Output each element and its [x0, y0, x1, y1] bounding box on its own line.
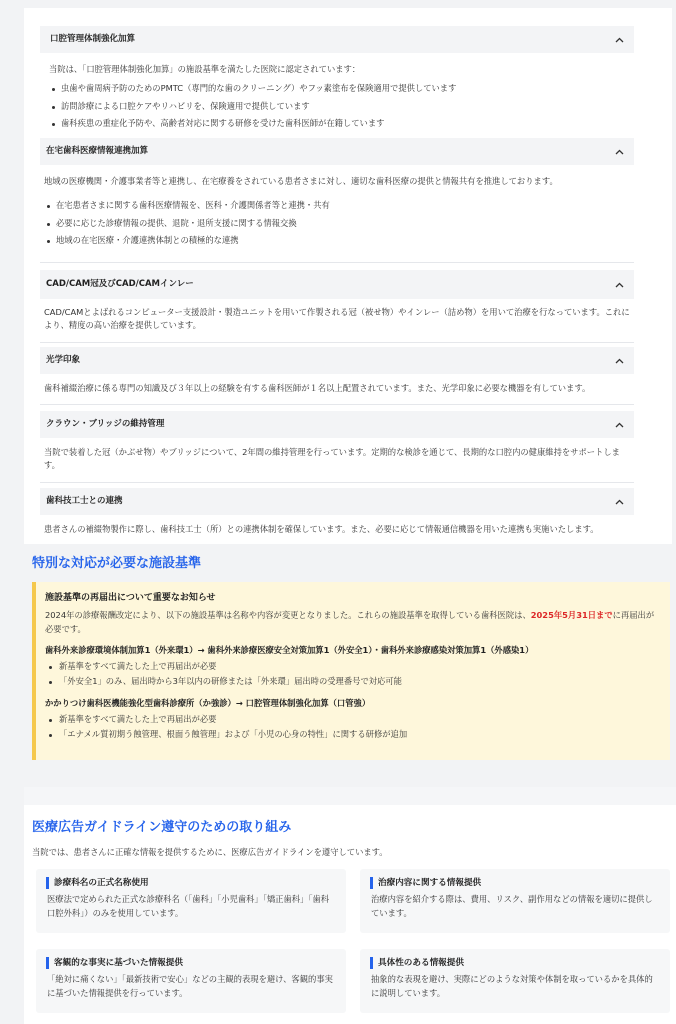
section-title-special: 特別な対応が必要な施設基準 — [32, 556, 202, 571]
notice-group-title: 歯科外来診療環境体制加算1（外来環1）→ 歯科外来診療医療安全対策加算1（外安全1）・歯科外来診療感染対策加算1（外感染1） — [45, 644, 534, 655]
notice-deadline: 2025年5月31日まで — [530, 610, 613, 621]
accordion-body — [40, 299, 634, 333]
guideline-card-text: 「絶対に痛くない」「最新技術で安心」などの主観的表現を避け、客観的事実に基づいた情報提供を行っています。 — [47, 974, 333, 998]
guideline-card-text: 医療法で定められた正式な診療科名（「歯科」「小児歯科」「矯正歯科」「歯科口腔外科」）のみを使用しています。 — [47, 894, 330, 918]
accordion-home-care-info — [40, 138, 634, 251]
guideline-card-text: 治療内容を紹介する際は、費用、リスク、副作用などの情報を適切に提供しています。 — [371, 894, 653, 918]
guideline-card-title: 客観的な事実に基づいた情報提供 — [46, 957, 336, 969]
accordion-list — [44, 199, 630, 247]
divider — [40, 342, 634, 343]
guideline-card-title: 具体性のある情報提供 — [370, 957, 660, 969]
accordion-list — [49, 82, 630, 130]
list-item: 必要に応じた診療情報の提供、退院・退所支援に関する情報交換 — [44, 217, 630, 230]
chevron-up-icon[interactable] — [612, 495, 626, 509]
guideline-card-treatment-info — [360, 869, 670, 933]
notice-group-list — [45, 660, 660, 689]
accordion-header[interactable] — [40, 26, 634, 53]
guideline-card-text: 抽象的な表現を避け、実際にどのような対策や体制を取っているかを具体的に説明しています。 — [371, 974, 653, 998]
accordion-title: クラウン・ブリッジの維持管理 — [46, 418, 165, 429]
reapplication-notice — [32, 582, 670, 760]
accordion-text: 歯科補綴治療に係る専門の知識及び３年以上の経験を有する歯科医師が１名以上配置されています。また、光学印象に必要な機器を有しています。 — [44, 383, 591, 393]
list-item: 新基準をすべて満たした上で再届出が必要 — [45, 660, 660, 673]
list-item: 地域の在宅医療・介護連携体制との積極的な連携 — [44, 234, 630, 247]
accordion-crown-bridge — [40, 411, 634, 479]
guideline-card-department-names — [36, 869, 346, 933]
guideline-intro: 当院では、患者さんに正確な情報を提供するために、医療広告ガイドラインを遵守しています。 — [32, 847, 388, 857]
accordion-title: 歯科技工士との連携 — [46, 495, 123, 506]
accordion-text: 地域の医療機関・介護事業者等と連携し、在宅療養をされている患者さまに対し、適切な歯科医療の提供と情報共有を推進しております。 — [44, 176, 558, 186]
notice-text — [45, 609, 660, 636]
accordion-text: 患者さんの補綴物製作に際し、歯科技工士（所）との連携体制を確保しています。また、必要に応じて情報通信機器を用いた連携も実施いたします。 — [44, 524, 599, 534]
notice-group-list — [45, 713, 660, 742]
accordion-title: 光学印象 — [46, 354, 81, 365]
list-item: 虫歯や歯周病予防のためのPMTC（専門的な歯のクリーニング）やフッ素塗布を保険適用で提供しています — [49, 82, 630, 95]
accordion-body — [40, 53, 634, 130]
accordion-body — [40, 515, 634, 536]
section-title-guideline: 医療広告ガイドライン遵守のための取り組み — [32, 820, 292, 835]
guideline-card-objective-facts — [36, 949, 346, 1013]
guideline-card-title: 診療科名の正式名称使用 — [46, 877, 336, 889]
accordion-oral-management — [40, 26, 634, 134]
chevron-up-icon[interactable] — [612, 278, 626, 292]
accordion-body — [40, 438, 634, 473]
accordion-header[interactable] — [40, 138, 634, 165]
accordion-optical-impression — [40, 347, 634, 401]
list-item: 在宅患者さまに関する歯科医療情報を、医科・介護関係者等と連携・共有 — [44, 199, 630, 212]
notice-text-part: に再届出が必要です。 — [45, 610, 655, 634]
guideline-card-specific-info — [360, 949, 670, 1013]
divider — [40, 482, 634, 483]
chevron-up-icon[interactable] — [612, 33, 626, 47]
accordion-title: 在宅歯科医療情報連携加算 — [46, 145, 149, 156]
chevron-up-icon[interactable] — [612, 354, 626, 368]
accordion-title: 口腔管理体制強化加算 — [50, 33, 136, 44]
chevron-up-icon[interactable] — [612, 418, 626, 432]
accordion-header[interactable] — [40, 270, 634, 299]
notice-group-title: かかりつけ歯科医機能強化型歯科診療所（か強診）→ 口腔管理体制強化加算（口管強） — [45, 697, 371, 708]
accordion-body — [40, 165, 634, 247]
accordion-text: 当院は、「口腔管理体制強化加算」の施設基準を満たした医院に認定されています： — [49, 64, 361, 74]
divider — [40, 404, 634, 405]
guideline-card-title: 治療内容に関する情報提供 — [370, 877, 660, 889]
list-item: 歯科疾患の重症化予防や、高齢者対応に関する研修を受けた歯科医師が在籍しています — [49, 117, 630, 130]
accordion-title: CAD/CAM冠及びCAD/CAMインレー — [46, 278, 194, 289]
list-item: 新基準をすべて満たした上で再届出が必要 — [45, 713, 660, 726]
accordion-header[interactable] — [40, 411, 634, 438]
list-item: 「エナメル質初期う蝕管理、根面う蝕管理」および「小児の心身の特性」に関する研修が追加 — [45, 728, 660, 741]
accordion-text: 当院で装着した冠（かぶせ物）やブリッジについて、2年間の維持管理を行っています。定期的な検診を通じて、長期的な口腔内の健康維持をサポートします。 — [44, 447, 620, 471]
list-item: 「外安全1」のみ、届出時から3年以内の研修または「外来環」届出時の受理番号で対応可能 — [45, 675, 660, 688]
section-divider-strip — [24, 787, 676, 805]
accordion-cad-cam — [40, 270, 634, 339]
accordion-text: CAD/CAMとよばれるコンピューター支援設計・製造ユニットを用いて作製される冠（被せ物）やインレー（詰め物）を用いて治療を行なっています。これにより、精度の高い治療を提供しています。 — [44, 307, 630, 331]
divider — [40, 262, 634, 263]
accordion-dental-technician — [40, 488, 634, 542]
chevron-up-icon[interactable] — [612, 145, 626, 159]
accordion-body — [40, 374, 634, 395]
accordion-header[interactable] — [40, 347, 634, 374]
list-item: 訪問診療による口腔ケアやリハビリを、保険適用で提供しています — [49, 100, 630, 113]
notice-text-part: 2024年の診療報酬改定により、以下の施設基準は名称や内容が変更となりました。これらの施設基準を取得している歯科医院は、 — [45, 610, 531, 621]
accordion-header[interactable] — [40, 488, 634, 515]
notice-title: 施設基準の再届出について重要なお知らせ — [45, 593, 216, 603]
